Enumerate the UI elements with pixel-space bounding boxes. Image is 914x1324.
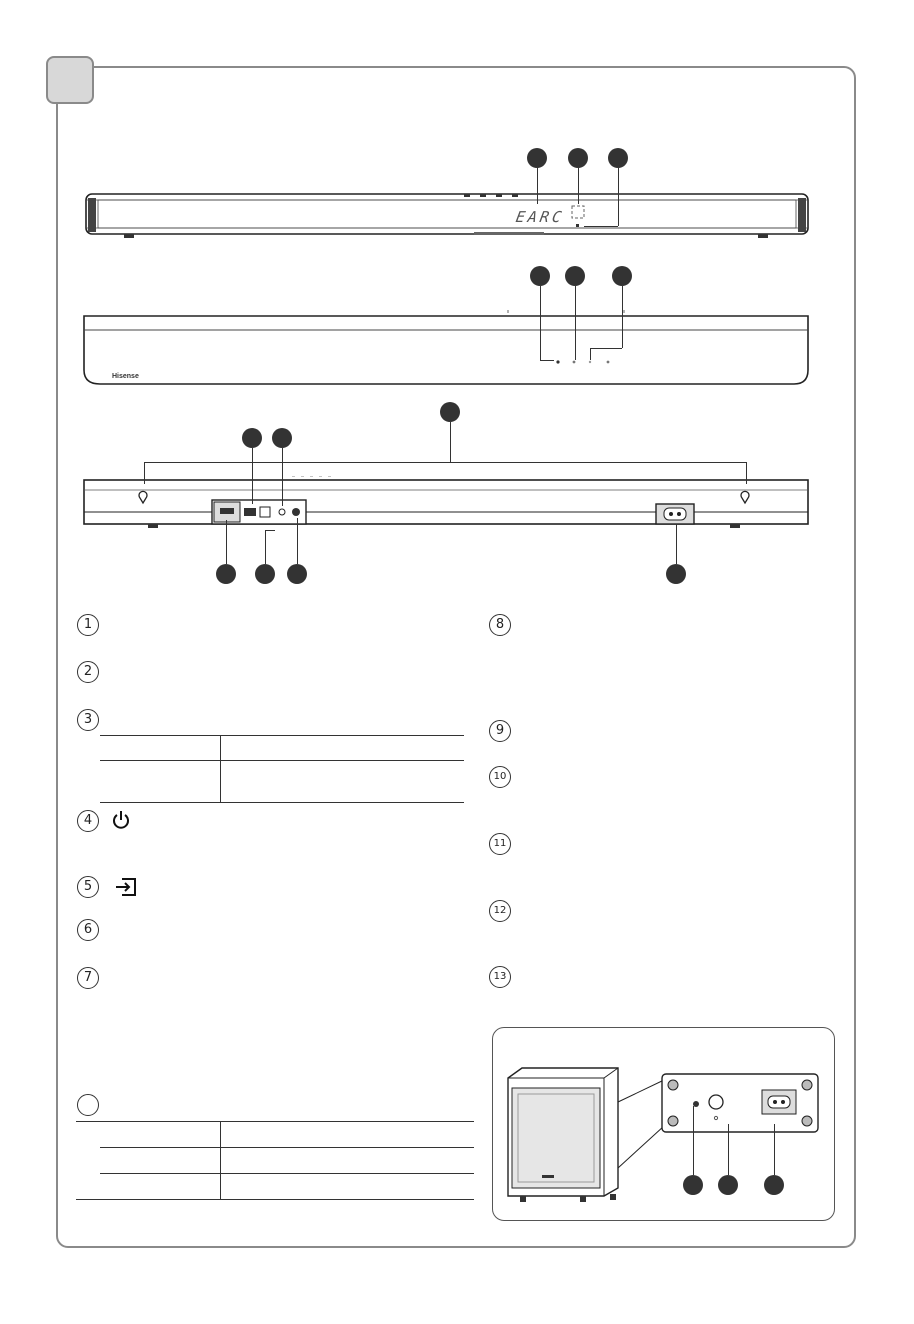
- soundbar-rear-illustration: [82, 476, 816, 532]
- callout-marker: [718, 1175, 738, 1195]
- callout-marker: [255, 564, 275, 584]
- table-rule: [100, 760, 464, 761]
- callout-line: [774, 1124, 775, 1175]
- display-panel-text: EARC: [514, 208, 566, 226]
- table-divider: [220, 1121, 221, 1199]
- callout-marker: [530, 266, 550, 286]
- callout-marker: [527, 148, 547, 168]
- item-number-7: 7: [77, 967, 99, 989]
- callout-line: [746, 462, 747, 484]
- soundbar-top-illustration: [80, 310, 814, 390]
- item-number-6: 6: [77, 919, 99, 941]
- table-rule: [100, 802, 464, 803]
- callout-line: [144, 462, 746, 463]
- callout-marker: [612, 266, 632, 286]
- table-rule: [76, 1121, 474, 1122]
- callout-line: [728, 1124, 729, 1175]
- item-number-10: 10: [489, 766, 511, 788]
- callout-line: [578, 168, 579, 204]
- callout-marker: [608, 148, 628, 168]
- callout-line: [144, 462, 145, 484]
- callout-line: [540, 360, 554, 361]
- section-bullet: [77, 1094, 99, 1116]
- callout-marker: [272, 428, 292, 448]
- callout-line: [584, 226, 618, 227]
- table-divider: [220, 735, 221, 802]
- table-rule: [100, 735, 464, 736]
- callout-line: [622, 286, 623, 348]
- callout-marker: [764, 1175, 784, 1195]
- callout-line: [693, 1106, 694, 1175]
- power-icon: [112, 810, 130, 830]
- soundbar-front-illustration: [84, 190, 814, 244]
- callout-line: [297, 518, 298, 564]
- table-rule: [76, 1199, 474, 1200]
- item-number-3: 3: [77, 709, 99, 731]
- callout-marker: [242, 428, 262, 448]
- callout-line: [282, 448, 283, 506]
- callout-line: [618, 168, 619, 226]
- callout-line: [590, 348, 591, 360]
- table-rule: [100, 1147, 474, 1148]
- callout-line: [226, 520, 227, 564]
- callout-line: [676, 524, 677, 564]
- callout-marker: [568, 148, 588, 168]
- callout-marker: [565, 266, 585, 286]
- input-icon: [114, 876, 138, 898]
- callout-line: [252, 448, 253, 504]
- item-number-11: 11: [489, 833, 511, 855]
- callout-line: [450, 422, 451, 462]
- item-number-5: 5: [77, 876, 99, 898]
- callout-marker: [666, 564, 686, 584]
- item-number-2: 2: [77, 661, 99, 683]
- item-number-12: 12: [489, 900, 511, 922]
- item-number-1: 1: [77, 614, 99, 636]
- item-number-4: 4: [77, 810, 99, 832]
- callout-line: [590, 348, 622, 349]
- table-rule: [100, 1173, 474, 1174]
- callout-marker: [440, 402, 460, 422]
- item-number-9: 9: [489, 720, 511, 742]
- callout-line: [537, 168, 538, 204]
- section-badge: [46, 56, 94, 104]
- callout-marker: [216, 564, 236, 584]
- callout-line: [540, 286, 541, 360]
- callout-line: [265, 530, 266, 564]
- item-number-13: 13: [489, 966, 511, 988]
- brand-logo: Hisense: [112, 373, 139, 380]
- item-number-8: 8: [489, 614, 511, 636]
- callout-line: [265, 530, 275, 531]
- callout-line: [575, 286, 576, 360]
- callout-marker: [683, 1175, 703, 1195]
- callout-marker: [287, 564, 307, 584]
